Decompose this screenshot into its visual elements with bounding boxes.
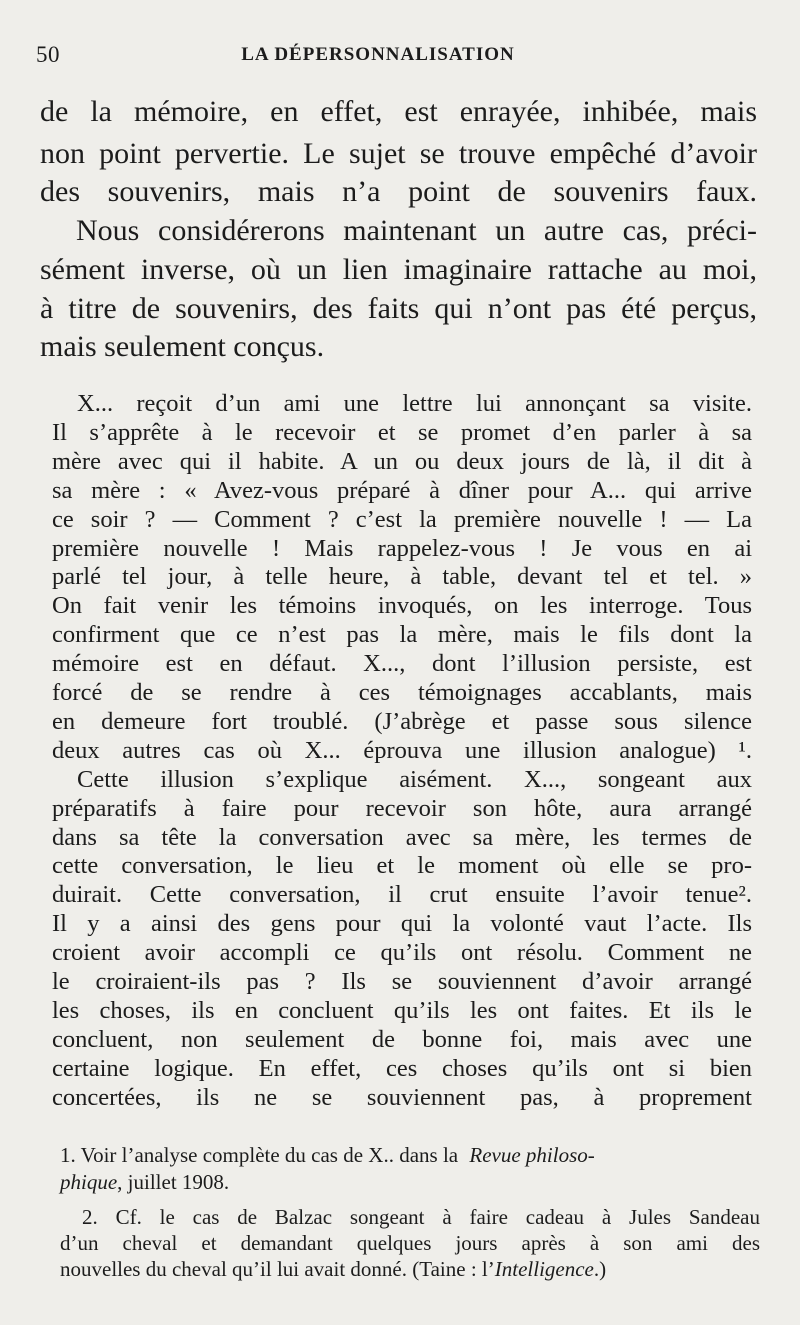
paragraph-2-line: On fait venir les témoins invoqués, on les interroge. Tous [52,592,752,620]
footnote-1-text: 1. Voir l’analyse complète du cas de X.. dans la [60,1143,459,1167]
paragraph-2-line: en demeure fort troublé. (J’abrège et passe sous silence [52,707,752,735]
paragraph-1-line: de la mémoire, en effet, est enrayée, inhibée, mais [40,95,757,128]
paragraph-2-line: confirment que ce n’est pas la mère, mais le fils dont la [52,621,752,649]
footnote-1-line-1 [60,1143,760,1168]
paragraph-2-line: les choses, ils en concluent qu’ils les ont faites. Et ils le [52,996,752,1024]
paragraph-1-line: sément inverse, où un lien imaginaire rattache au moi, [40,253,757,286]
paragraph-2-line: concertées, ils ne se souviennent pas, à proprement [52,1083,752,1111]
footnote-1-journal: Revue philoso- [469,1143,595,1167]
paragraph-2-line: mère avec qui il habite. A un ou deux jours de là, il dit à [52,447,752,475]
paragraph-2-line: préparatifs à faire pour recevoir son hôte, aura arrangé [52,794,752,822]
footnote-1-journal-cont: phique [60,1170,118,1194]
footnote-2-line-2 [60,1231,760,1256]
paragraph-2-line: sa mère : « Avez-vous préparé à dîner pour A... qui arrive [52,476,752,504]
footnote-2-line-1 [82,1205,760,1230]
paragraph-2-line: première nouvelle ! Mais rappelez-vous ! Je vous en ai [52,534,752,562]
paragraph-2-line: duirait. Cette conversation, il crut ensuite l’avoir tenue². [52,881,752,909]
footnote-2-line-3 [60,1257,760,1282]
paragraph-1-line: à titre de souvenirs, des faits qui n’ont pas été perçus, [40,292,757,325]
paragraph-1-line: Nous considérerons maintenant un autre cas, préci- [76,214,757,247]
paragraph-2-line: mémoire est en défaut. X..., dont l’illusion persiste, est [52,650,752,678]
paragraph-2-line: forcé de se rendre à ces témoignages accablants, mais [52,679,752,706]
footnote-2-book-title: Intelligence [494,1257,594,1281]
paragraph-2-line: le croiraient-ils pas ? Ils se souviennent d’avoir arrangé [52,968,752,995]
footnote-2-text: 2. Cf. le cas de Balzac songeant à faire cadeau à Jules Sandeau [82,1205,760,1229]
paragraph-2-line: dans sa tête la conversation avec sa mère, les termes de [52,823,752,851]
paragraph-2-line: ce soir ? — Comment ? c’est la première nouvelle ! — La [52,505,752,533]
paragraph-2-line: Il s’apprête à le recevoir et se promet d’en parler à sa [52,418,752,446]
paragraph-1-line: non point pervertie. Le sujet se trouve empêché d’avoir [40,137,757,170]
running-title: LA DÉPERSONNALISATION [241,44,515,65]
paragraph-2-line: parlé tel jour, à telle heure, à table, devant tel et tel. » [52,563,752,591]
footnote-2-text-cont: d’un cheval et demandant quelques jours après à son ami des [60,1231,760,1255]
paragraph-2-line: cette conversation, le lieu et le moment où elle se pro- [52,852,752,880]
footnote-1-line-2 [60,1170,460,1195]
paragraph-2-line: deux autres cas où X... éprouva une illusion analogue) ¹. [52,736,752,764]
paragraph-2-line: croient avoir accompli ce qu’ils ont résolu. Comment ne [52,939,752,967]
footnote-2-text-end: nouvelles du cheval qu’il lui avait donné. (Taine : l’ [60,1257,495,1281]
footnote-2-close: .) [593,1257,607,1281]
footnote-1-date: , juillet 1908. [117,1170,230,1194]
paragraph-2-line: concluent, non seulement de bonne foi, mais avec une [52,1025,752,1053]
running-header [36,42,760,72]
paragraph-2-line: certaine logique. En effet, ces choses qu’ils ont si bien [52,1054,752,1082]
page-number: 50 [36,42,60,67]
paragraph-1-line: des souvenirs, mais n’a point de souvenirs faux. [40,175,757,208]
paragraph-1-line: mais seulement conçus. [40,330,325,363]
paragraph-2-line: X... reçoit d’un ami une lettre lui annonçant sa visite. [77,390,752,417]
paragraph-2-line: Il y a ainsi des gens pour qui la volonté vaut l’acte. Ils [52,910,752,938]
paragraph-2-line: Cette illusion s’explique aisément. X..., songeant aux [77,765,752,793]
